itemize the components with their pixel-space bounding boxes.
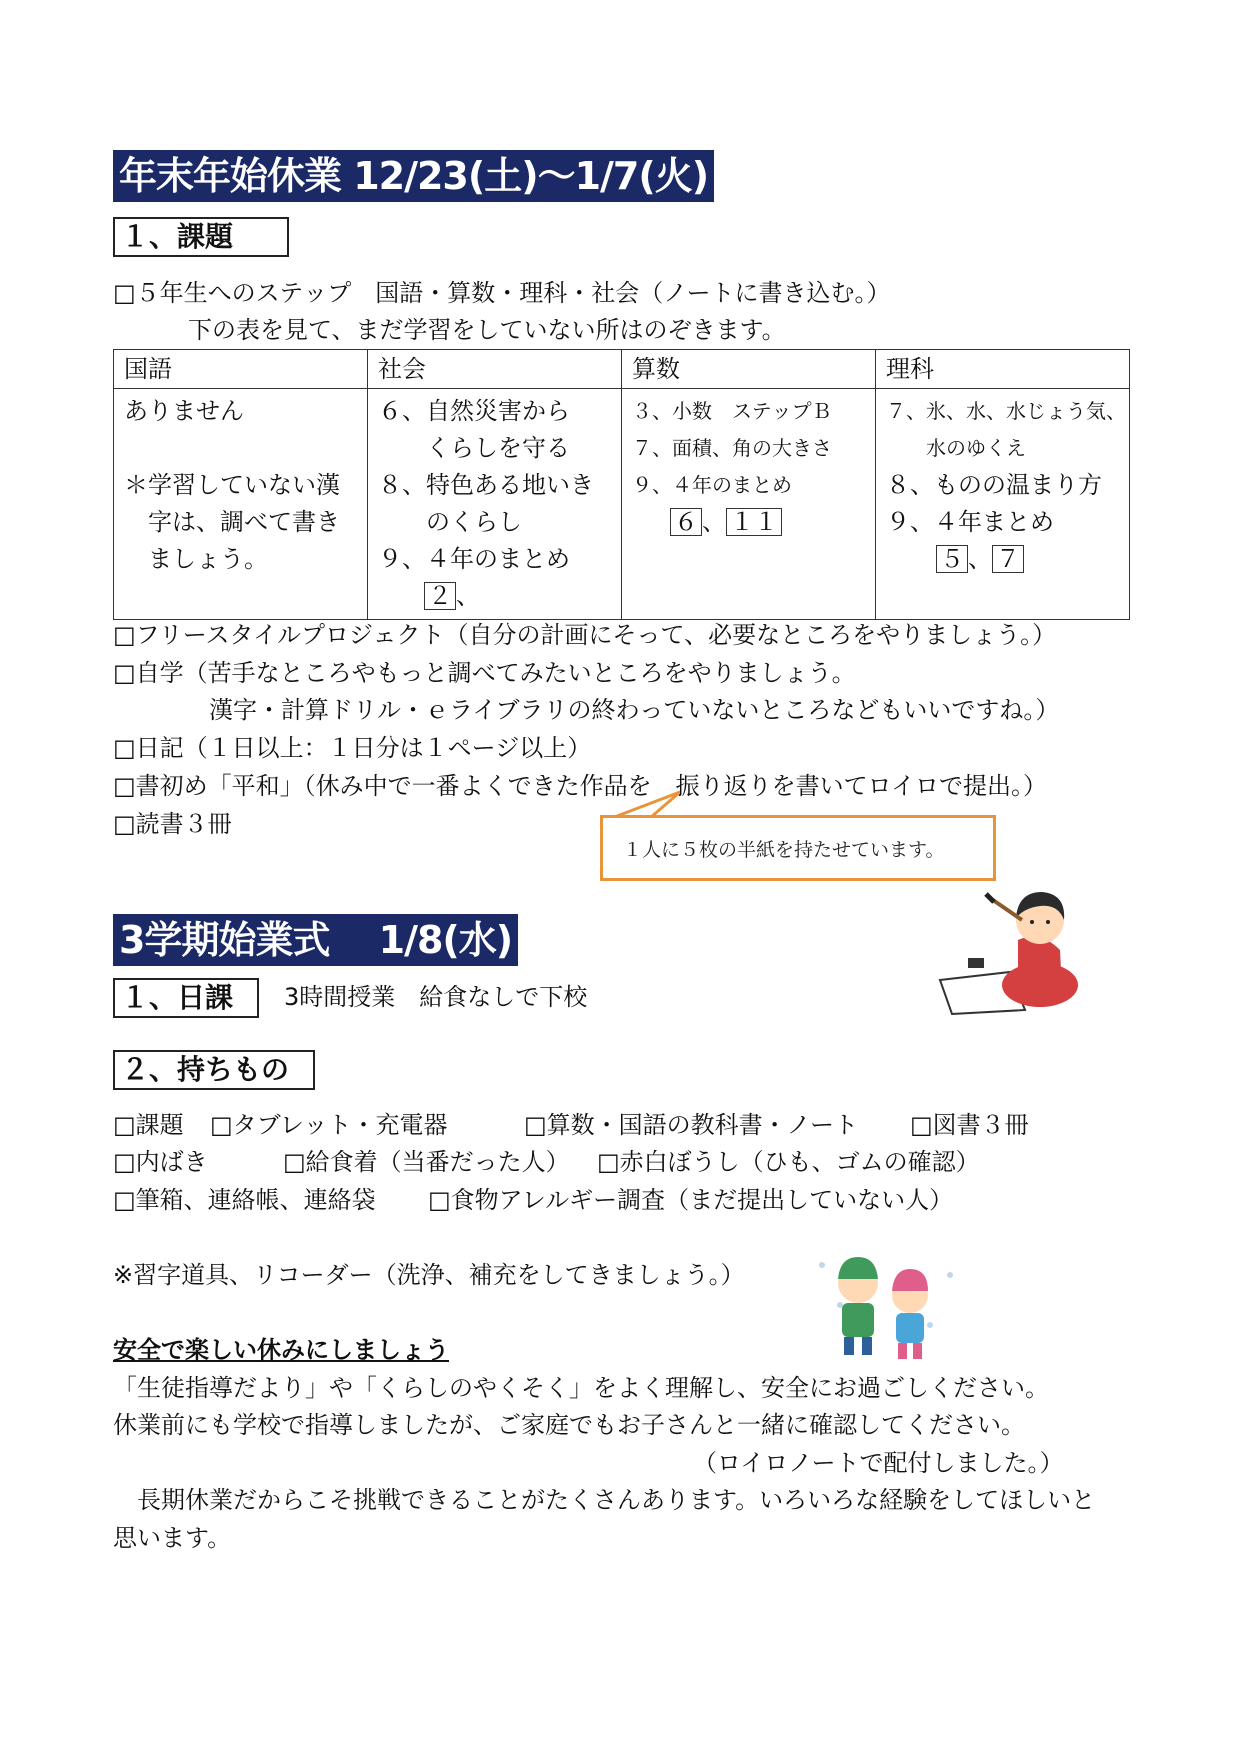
mochimono-item: □筆箱、連絡帳、連絡袋 — [113, 1186, 376, 1214]
table-body-row — [114, 389, 1130, 620]
sansu-line: ７、面積、角の大きさ — [632, 436, 832, 460]
mochimono-heading: ２、持ちもの — [113, 1050, 315, 1090]
callout-box — [600, 815, 996, 881]
rika-sep: 、 — [968, 545, 992, 573]
shakai-box-line — [378, 578, 611, 615]
kokugo-line: 字は、調べて書き — [124, 508, 340, 536]
table-header-row — [114, 350, 1130, 389]
callout-text: １人に５枚の半紙を持たせています。 — [623, 838, 945, 861]
kokugo-line: ＊学習していない漢 — [124, 471, 340, 499]
sansu-box-line — [632, 504, 865, 541]
rika-box-7: ７ — [992, 545, 1024, 573]
mochimono-item: □タブレット・充電器 — [210, 1111, 448, 1139]
item-free-style: □フリースタイルプロジェクト（自分の計画にそって、必要なところをやりましょう。） — [113, 621, 1057, 649]
safety-line: 「生徒指導だより」や「くらしのやくそく」をよく理解し、安全にお過ごしください。 — [113, 1374, 1049, 1402]
calligraphy-girl-illustration — [930, 880, 1090, 1015]
shakai-line: ８、特色ある地いき — [378, 471, 594, 499]
item-jigaku: □自学（苦手なところやもっと調べてみたいところをやりましょう。 — [113, 659, 856, 687]
rika-box-5: ５ — [936, 545, 968, 573]
header-sansu: 算数 — [622, 350, 876, 389]
item-dokusho: □読書３冊 — [113, 810, 232, 838]
kokugo-line: ありません — [124, 397, 244, 425]
safety-line: 休業前にも学校で指導しましたが、ご家庭でもお子さんと一緒に確認してください。 — [113, 1411, 1025, 1439]
item-nikki: □日記（１日以上：１日分は１ページ以上） — [113, 734, 592, 762]
shakai-box-2: ２ — [424, 582, 456, 610]
nikka-text: 3時間授業 給食なしで下校 — [284, 983, 588, 1011]
rika-box-line — [886, 541, 1119, 578]
rika-line: 水のゆくえ — [886, 436, 1026, 460]
header-kokugo: 国語 — [114, 350, 368, 389]
cell-sansu — [622, 389, 876, 620]
sansu-line: ９、４年のまとめ — [632, 473, 792, 497]
header-rika: 理科 — [876, 350, 1130, 389]
step-line: □５年生へのステップ 国語・算数・理科・社会（ノートに書き込む。） — [113, 279, 891, 307]
term-start-banner: 3学期始業式 1/8(水) — [113, 914, 518, 966]
cell-rika — [876, 389, 1130, 620]
mochimono-item: □内ばき — [113, 1148, 208, 1176]
rika-line: ９、４年まとめ — [886, 508, 1054, 536]
shakai-line: ６、自然災害から — [378, 397, 570, 425]
snow-kids-illustration — [810, 1245, 960, 1365]
mochimono-item: □算数・国語の教科書・ノート — [524, 1111, 858, 1139]
item-kakizome: □書初め「平和」（休み中で一番よくできた作品を 振り返りを書いてロイロで提出。） — [113, 772, 1047, 800]
shakai-line: ９、４年のまとめ — [378, 545, 570, 573]
rika-line: ７、氷、水、水じょう気、 — [886, 399, 1126, 423]
shakai-line: くらしを守る — [378, 434, 570, 462]
safety-title: 安全で楽しい休みにしましょう — [113, 1336, 449, 1364]
safety-line: （ロイロノートで配付しました。） — [693, 1449, 1064, 1477]
safety-line: 長期休業だからこそ挑戦できることがたくさんあります。いろいろな経験をしてほしいと — [113, 1486, 1096, 1514]
header-shakai: 社会 — [368, 350, 622, 389]
cell-shakai — [368, 389, 622, 620]
mochimono-item: □課題 — [113, 1111, 184, 1139]
cell-kokugo — [114, 389, 368, 620]
mochimono-item: □給食着（当番だった人） — [283, 1148, 570, 1176]
mochimono-item: □食物アレルギー調査（まだ提出していない人） — [428, 1186, 954, 1214]
shakai-line: のくらし — [378, 508, 522, 536]
mochimono-item: □赤白ぼうし（ひも、ゴムの確認） — [597, 1148, 980, 1176]
sansu-sep: 、 — [702, 508, 726, 536]
mochimono-item: □図書３冊 — [910, 1111, 1029, 1139]
kokugo-line: ましょう。 — [124, 545, 268, 573]
kadai-heading: １、課題 — [113, 217, 289, 257]
shakai-sep: 、 — [456, 582, 480, 610]
vacation-banner: 年末年始休業 12/23(土)〜1/7(火) — [113, 150, 714, 202]
sansu-box-6: ６ — [670, 508, 702, 536]
subject-table — [113, 349, 1130, 620]
item-jigaku-cont: 漢字・計算ドリル・ｅライブラリの終わっていないところなどもいいですね。） — [113, 696, 1060, 724]
kokugo-line — [124, 430, 357, 467]
nikka-heading: １、日課 — [113, 978, 259, 1018]
sansu-box-11: １１ — [726, 508, 782, 536]
safety-line: 思います。 — [113, 1524, 232, 1552]
rika-line: ８、ものの温まり方 — [886, 471, 1102, 499]
shuji-note: ※習字道具、リコーダー（洗浄、補充をしてきましょう。） — [113, 1261, 745, 1289]
step-note: 下の表を見て、まだ学習をしていない所はのぞきます。 — [188, 316, 786, 344]
sansu-line: ３、小数 ステップＢ — [632, 399, 832, 423]
